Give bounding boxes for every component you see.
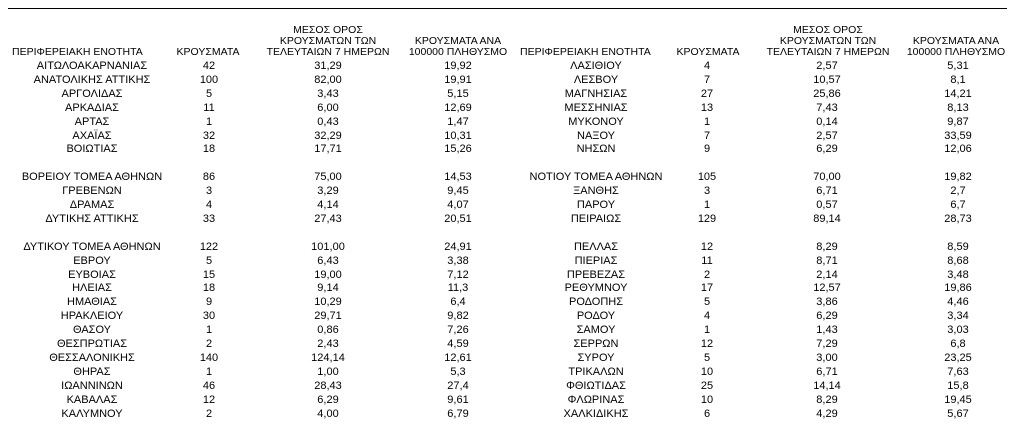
cell-per100k: 5,15: [447, 87, 469, 100]
cell-avg7: 3,00: [816, 351, 838, 364]
cell-per100k: 7,26: [447, 324, 469, 337]
cell-per100k: 33,59: [944, 129, 972, 142]
cell-avg7: 12,57: [813, 282, 841, 295]
cell-avg7: 4,14: [317, 199, 339, 211]
cell-region: ΠΙΕΡΙΑΣ: [574, 254, 618, 267]
header-avg7-left: ΜΕΣΟΣ ΟΡΟΣ ΚΡΟΥΣΜΑΤΩΝ ΤΩΝ ΤΕΛΕΥΤΑΙΩΝ 7 ΗΜΕΡΩΝ: [266, 24, 390, 58]
cell-region: ΛΑΣΙΘΙΟΥ: [570, 60, 622, 72]
cell-cases: 11: [203, 101, 215, 114]
cell-avg7: 17,71: [314, 143, 342, 156]
table-row: [0, 129, 1024, 143]
cell-cases: 10: [700, 365, 714, 378]
cell-region: ΗΡΑΚΛΕΙΟΥ: [60, 310, 124, 323]
cell-region: ΦΘΙΩΤΙΔΑΣ: [566, 379, 626, 392]
cell-region: ΝΑΞΟΥ: [577, 129, 615, 142]
cell-avg7: 10,57: [813, 73, 841, 86]
header-cases-right: ΚΡΟΥΣΜΑΤΑ: [676, 46, 740, 58]
cell-per100k: 6,4: [450, 296, 466, 309]
cell-avg7: 89,14: [813, 212, 841, 225]
cell-cases: 4: [703, 310, 711, 323]
cell-cases: 3: [703, 185, 711, 198]
cell-region: ΤΡΙΚΑΛΩΝ: [568, 365, 624, 378]
cell-cases: 129: [697, 212, 717, 225]
cell-per100k: 27,4: [447, 379, 469, 392]
cell-region: ΒΟΡΕΙΟΥ ΤΟΜΕΑ ΑΘΗΝΩΝ: [21, 171, 163, 184]
cell-cases: 42: [202, 60, 216, 72]
cell-region: ΡΟΔΟΥ: [576, 310, 616, 323]
cell-per100k: 19,86: [944, 282, 972, 295]
cell-region: ΠΑΡΟΥ: [576, 199, 616, 211]
cell-cases: 1: [205, 115, 213, 128]
cell-cases: 122: [199, 240, 219, 253]
cell-per100k: 7,63: [947, 365, 969, 378]
cell-avg7: 29,71: [314, 310, 342, 323]
cell-cases: 15: [202, 268, 216, 281]
table-row: [0, 393, 1024, 407]
cell-region: ΜΥΚΟΝΟΥ: [568, 115, 624, 128]
cell-region: ΦΛΩΡΙΝΑΣ: [567, 393, 625, 406]
cell-avg7: 27,43: [314, 212, 342, 225]
cell-cases: 12: [202, 393, 216, 406]
cell-cases: 100: [199, 73, 219, 86]
cell-cases: 1: [703, 199, 711, 211]
cell-per100k: 12,06: [944, 143, 972, 156]
cell-region: ΗΛΕΙΑΣ: [72, 282, 112, 295]
cell-per100k: 9,61: [447, 393, 469, 406]
table-row: [0, 142, 1024, 156]
table-row: [0, 268, 1024, 282]
cell-cases: 9: [703, 143, 711, 156]
cell-per100k: 20,51: [444, 212, 472, 225]
cell-per100k: 3,34: [947, 310, 969, 323]
cell-cases: 7: [703, 129, 711, 142]
cell-region: ΠΕΙΡΑΙΩΣ: [570, 212, 622, 225]
cell-cases: 5: [703, 351, 711, 364]
cell-avg7: 101,00: [311, 240, 345, 253]
cell-region: ΝΟΤΙΟΥ ΤΟΜΕΑ ΑΘΗΝΩΝ: [529, 171, 663, 184]
table-row: [0, 309, 1024, 323]
cell-cases: 7: [703, 73, 711, 86]
cell-per100k: 5,67: [947, 407, 969, 420]
cell-avg7: 2,57: [816, 129, 838, 142]
cell-avg7: 25,86: [813, 87, 841, 100]
cell-region: ΔΥΤΙΚΟΥ ΤΟΜΕΑ ΑΘΗΝΩΝ: [23, 240, 161, 253]
cell-avg7: 3,86: [816, 296, 838, 309]
header-cases-left: ΚΡΟΥΣΜΑΤΑ: [176, 46, 240, 58]
cell-region: ΑΡΚΑΔΙΑΣ: [65, 101, 119, 114]
cell-cases: 10: [700, 393, 714, 406]
cell-cases: 25: [700, 379, 714, 392]
cell-region: ΜΑΓΝΗΣΙΑΣ: [564, 87, 628, 100]
cell-avg7: 19,00: [314, 268, 342, 281]
table-row: [0, 212, 1024, 226]
cell-cases: 6: [703, 407, 711, 420]
cell-per100k: 14,21: [944, 87, 972, 100]
cell-region: ΘΕΣΠΡΩΤΙΑΣ: [56, 338, 128, 350]
cell-region: ΜΕΣΣΗΝΙΑΣ: [564, 101, 628, 114]
cell-cases: 1: [703, 115, 711, 128]
cell-cases: 3: [205, 185, 213, 198]
cell-cases: 1: [205, 324, 213, 337]
table-row: [0, 240, 1024, 254]
cell-cases: 5: [205, 87, 213, 100]
cell-region: ΠΡΕΒΕΖΑΣ: [566, 268, 626, 281]
cell-avg7: 1,43: [816, 324, 838, 337]
cell-region: ΔΥΤΙΚΗΣ ΑΤΤΙΚΗΣ: [45, 212, 139, 225]
cell-region: ΑΡΓΟΛΙΔΑΣ: [61, 87, 123, 100]
table-row: [0, 295, 1024, 309]
cell-avg7: 6,71: [816, 365, 838, 378]
cell-region: ΗΜΑΘΙΑΣ: [67, 296, 117, 309]
cell-region: ΣΥΡΟΥ: [577, 351, 615, 364]
cell-region: ΣΕΡΡΩΝ: [573, 338, 619, 350]
cell-avg7: 8,29: [816, 393, 838, 406]
cell-avg7: 8,71: [816, 254, 838, 267]
table-row: [0, 198, 1024, 212]
table-row: [0, 59, 1024, 73]
header-avg7-right: ΜΕΣΟΣ ΟΡΟΣ ΚΡΟΥΣΜΑΤΩΝ ΤΩΝ ΤΕΛΕΥΤΑΙΩΝ 7 ΗΜΕΡΩΝ: [766, 24, 890, 58]
top-rule: [8, 8, 1007, 9]
cell-region: ΛΕΣΒΟΥ: [573, 73, 619, 86]
cell-avg7: 6,29: [816, 310, 838, 323]
cell-cases: 1: [703, 324, 711, 337]
cell-cases: 46: [202, 379, 216, 392]
cell-avg7: 6,71: [816, 185, 838, 198]
table-row: [0, 101, 1024, 115]
table-row: [0, 87, 1024, 101]
cell-region: ΠΕΛΛΑΣ: [573, 240, 619, 253]
header-per100k-right: ΚΡΟΥΣΜΑΤΑ ΑΝΑ 100000 ΠΛΗΘΥΣΜΟ: [906, 35, 1006, 58]
header-per100k-left: ΚΡΟΥΣΜΑΤΑ ΑΝΑ 100000 ΠΛΗΘΥΣΜΟ: [408, 35, 508, 58]
cell-region: ΕΥΒΟΙΑΣ: [68, 268, 116, 281]
cell-region: ΑΝΑΤΟΛΙΚΗΣ ΑΤΤΙΚΗΣ: [33, 73, 151, 86]
cell-per100k: 12,69: [444, 101, 472, 114]
table-row: [0, 170, 1024, 184]
cell-region: ΓΡΕΒΕΝΩΝ: [62, 185, 122, 198]
cell-region: ΞΑΝΘΗΣ: [573, 185, 619, 198]
cell-avg7: 6,29: [317, 393, 339, 406]
cell-per100k: 3,48: [947, 268, 969, 281]
cell-per100k: 14,53: [444, 171, 472, 184]
cell-cases: 5: [205, 254, 213, 267]
cell-avg7: 8,29: [816, 240, 838, 253]
table-row: [0, 281, 1024, 295]
cell-region: ΑΙΤΩΛΟΑΚΑΡΝΑΝΙΑΣ: [36, 60, 148, 72]
cell-region: ΣΑΜΟΥ: [576, 324, 616, 337]
cell-per100k: 9,45: [447, 185, 469, 198]
cell-cases: 27: [700, 87, 714, 100]
cell-per100k: 12,61: [444, 351, 472, 364]
cell-cases: 17: [700, 282, 714, 295]
table-row: [0, 115, 1024, 129]
cell-per100k: 28,73: [944, 212, 972, 225]
cell-per100k: 4,59: [447, 338, 469, 350]
cell-cases: 32: [202, 129, 216, 142]
cell-cases: 30: [202, 310, 216, 323]
cell-cases: 18: [202, 282, 216, 295]
table-row: [0, 379, 1024, 393]
table-row: [0, 337, 1024, 351]
cell-avg7: 28,43: [314, 379, 342, 392]
cell-per100k: 8,1: [950, 73, 966, 86]
cell-cases: 12: [700, 338, 714, 350]
cell-region: ΑΧΑΪΑΣ: [72, 129, 112, 142]
cell-region: ΘΑΣΟΥ: [72, 324, 112, 337]
cell-avg7: 4,29: [816, 407, 838, 420]
cell-per100k: 2,7: [950, 185, 966, 198]
header-region-right: ΠΕΡΙΦΕΡΕΙΑΚΗ ΕΝΟΤΗΤΑ: [520, 46, 651, 58]
cell-cases: 1: [205, 365, 213, 378]
cell-avg7: 0,57: [816, 199, 838, 211]
cell-region: ΙΩΑΝΝΙΝΩΝ: [61, 379, 123, 392]
cell-cases: 5: [703, 296, 711, 309]
table-row: [0, 184, 1024, 198]
cell-avg7: 1,00: [317, 365, 339, 378]
cell-cases: 140: [199, 351, 219, 364]
cell-per100k: 11,3: [447, 282, 469, 295]
cell-region: ΘΗΡΑΣ: [73, 365, 111, 378]
cell-avg7: 2,57: [816, 60, 838, 72]
cell-per100k: 3,38: [447, 254, 469, 267]
cell-per100k: 9,82: [447, 310, 469, 323]
cell-cases: 13: [700, 101, 714, 114]
cell-cases: 2: [205, 338, 213, 350]
cell-per100k: 4,07: [447, 199, 469, 211]
cell-avg7: 6,00: [317, 101, 339, 114]
cell-region: ΒΟΙΩΤΙΑΣ: [66, 143, 118, 156]
header-region-left: ΠΕΡΙΦΕΡΕΙΑΚΗ ΕΝΟΤΗΤΑ: [12, 46, 143, 58]
cell-per100k: 6,79: [447, 407, 469, 420]
cell-cases: 2: [205, 407, 213, 420]
cell-cases: 105: [697, 171, 717, 184]
cell-avg7: 14,14: [813, 379, 841, 392]
table-row: [0, 351, 1024, 365]
cell-cases: 33: [202, 212, 216, 225]
table-row: [0, 365, 1024, 379]
cell-avg7: 124,14: [311, 351, 345, 364]
cell-avg7: 6,29: [816, 143, 838, 156]
cell-per100k: 8,68: [947, 254, 969, 267]
cell-region: ΧΑΛΚΙΔΙΚΗΣ: [563, 407, 629, 420]
table-row: [0, 254, 1024, 268]
cell-cases: 4: [703, 60, 711, 72]
cell-avg7: 0,43: [317, 115, 339, 128]
cell-avg7: 32,29: [314, 129, 342, 142]
cell-cases: 18: [202, 143, 216, 156]
cell-per100k: 7,12: [447, 268, 469, 281]
cell-avg7: 3,29: [317, 185, 339, 198]
cell-per100k: 19,91: [444, 73, 472, 86]
cell-avg7: 3,43: [317, 87, 339, 100]
cell-cases: 12: [700, 240, 714, 253]
cell-avg7: 70,00: [813, 171, 841, 184]
cell-region: ΘΕΣΣΑΛΟΝΙΚΗΣ: [49, 351, 135, 364]
cell-per100k: 8,59: [947, 240, 969, 253]
cell-avg7: 0,86: [317, 324, 339, 337]
cell-cases: 9: [205, 296, 213, 309]
cell-avg7: 6,43: [317, 254, 339, 267]
cell-avg7: 9,14: [317, 282, 339, 295]
cell-cases: 11: [701, 254, 713, 267]
cell-per100k: 15,26: [444, 143, 472, 156]
cell-region: ΚΑΛΥΜΝΟΥ: [61, 407, 123, 420]
cell-per100k: 8,13: [947, 101, 969, 114]
cell-per100k: 9,87: [947, 115, 969, 128]
cell-region: ΡΕΘΥΜΝΟΥ: [564, 282, 628, 295]
cell-per100k: 5,3: [450, 365, 466, 378]
cell-avg7: 82,00: [314, 73, 342, 86]
cell-avg7: 10,29: [314, 296, 342, 309]
cell-region: ΑΡΤΑΣ: [74, 115, 110, 128]
cell-avg7: 75,00: [314, 171, 342, 184]
cell-avg7: 2,14: [816, 268, 838, 281]
cell-region: ΝΗΣΩΝ: [576, 143, 616, 156]
cell-per100k: 15,8: [947, 379, 969, 392]
cell-per100k: 6,8: [950, 338, 966, 350]
cell-per100k: 10,31: [444, 129, 472, 142]
cell-cases: 86: [202, 171, 216, 184]
cell-avg7: 7,29: [816, 338, 838, 350]
cell-cases: 2: [703, 268, 711, 281]
cell-avg7: 7,43: [816, 101, 838, 114]
cell-region: ΔΡΑΜΑΣ: [69, 199, 115, 211]
cell-avg7: 4,00: [317, 407, 339, 420]
cell-avg7: 2,43: [317, 338, 339, 350]
table-row: [0, 73, 1024, 87]
cell-per100k: 6,7: [950, 199, 966, 211]
cell-per100k: 5,31: [947, 60, 969, 72]
cell-per100k: 19,82: [944, 171, 972, 184]
cell-per100k: 23,25: [944, 351, 972, 364]
cell-avg7: 0,14: [816, 115, 838, 128]
cell-cases: 4: [205, 199, 213, 211]
cell-region: ΚΑΒΑΛΑΣ: [66, 393, 118, 406]
cell-per100k: 19,45: [944, 393, 972, 406]
cell-per100k: 19,92: [444, 60, 472, 72]
cell-per100k: 3,03: [947, 324, 969, 337]
cell-per100k: 24,91: [444, 240, 472, 253]
cell-per100k: 1,47: [447, 115, 469, 128]
cell-avg7: 31,29: [314, 60, 342, 72]
cell-region: ΕΒΡΟΥ: [73, 254, 111, 267]
cell-per100k: 4,46: [947, 296, 969, 309]
table-row: [0, 407, 1024, 421]
cell-region: ΡΟΔΟΠΗΣ: [568, 296, 624, 309]
table-row: [0, 323, 1024, 337]
